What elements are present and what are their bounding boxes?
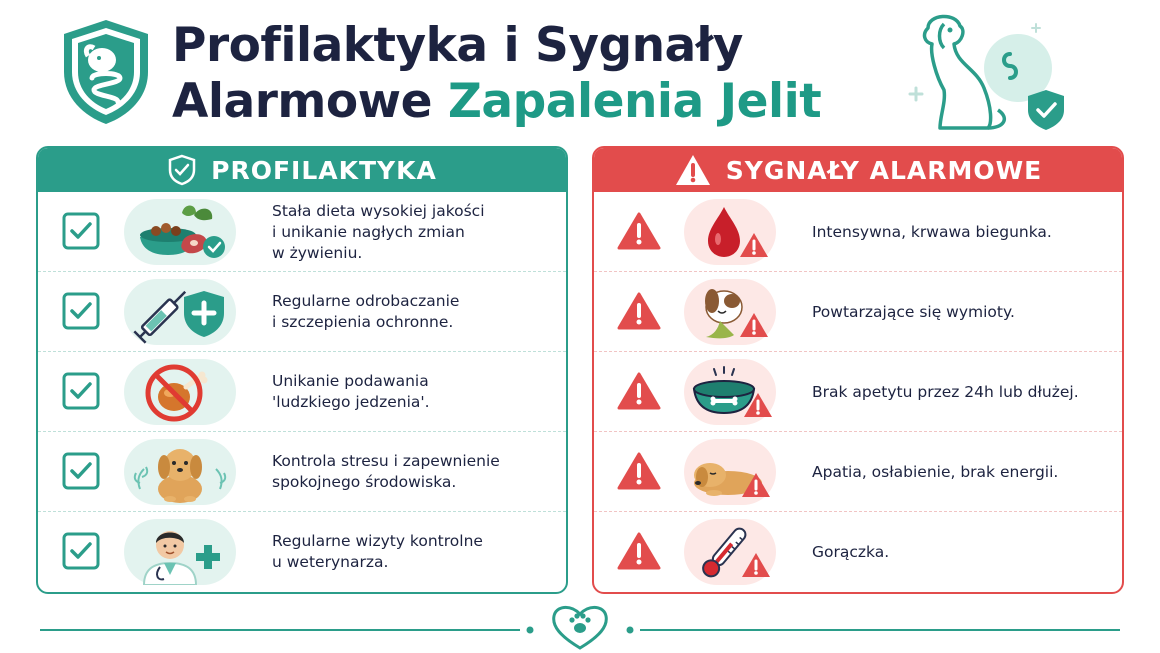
alarm-item	[594, 352, 1122, 432]
prevention-item-text: Regularne wizyty kontrolne u weterynarza.	[272, 532, 483, 571]
footer-divider	[0, 600, 1160, 653]
alarm-item	[594, 512, 1122, 592]
prevention-panel	[36, 146, 568, 594]
alarm-item-text: Powtarzające się wymioty.	[812, 302, 1015, 321]
title-line-2	[172, 74, 872, 130]
warning-icon	[616, 211, 662, 251]
warning-icon	[616, 371, 662, 411]
veterinarian-icon	[124, 519, 236, 585]
warning-icon	[674, 153, 712, 187]
shield-dog-intestine-icon	[58, 16, 154, 128]
warning-icon	[616, 291, 662, 331]
alarm-item	[594, 432, 1122, 512]
food-bowl-icon	[124, 199, 236, 265]
prevention-heading: PROFILAKTYKA	[211, 155, 437, 185]
page-title	[172, 18, 872, 130]
empty-bowl-icon	[684, 359, 776, 425]
prevention-item-text: Kontrola stresu i zapewnienie spokojnego środowiska.	[272, 452, 500, 491]
warning-icon	[616, 531, 662, 571]
blood-drop-icon	[684, 199, 776, 265]
title-accent: Zapalenia Jelit	[447, 74, 822, 129]
warning-icon	[616, 451, 662, 491]
alarms-heading: SYGNAŁY ALARMOWE	[725, 155, 1043, 185]
alarms-list	[594, 192, 1122, 592]
heart-paw-icon	[554, 607, 607, 648]
header	[0, 0, 1160, 140]
alarms-header	[594, 148, 1122, 192]
alarm-item-text: Gorączka.	[812, 542, 890, 561]
alarm-item-text: Apatia, osłabienie, brak energii.	[812, 462, 1059, 481]
thermometer-icon	[684, 519, 776, 585]
calm-dog-icon	[124, 439, 236, 505]
checkbox-checked-icon	[62, 212, 100, 250]
vomiting-dog-icon	[684, 279, 776, 345]
prevention-list	[38, 192, 566, 592]
prevention-item	[38, 272, 566, 352]
prevention-item-text: Stała dieta wysokiej jakości i unikanie nagłych zmian w żywieniu.	[272, 201, 485, 262]
title-line-2-part1: Alarmowe	[172, 74, 448, 129]
prevention-item	[38, 192, 566, 272]
prevention-item-text: Unikanie podawania 'ludzkiego jedzenia'.	[272, 372, 430, 411]
prevention-item	[38, 512, 566, 592]
alarm-item	[594, 192, 1122, 272]
alarm-item	[594, 272, 1122, 352]
prevention-item	[38, 352, 566, 432]
prevention-item	[38, 432, 566, 512]
sitting-dog-shield-icon	[900, 6, 1080, 134]
shield-check-icon	[167, 154, 197, 186]
prevention-header	[38, 148, 566, 192]
title-line-1: Profilaktyka i Sygnały	[172, 18, 743, 73]
checkbox-checked-icon	[62, 292, 100, 330]
no-human-food-icon	[124, 359, 236, 425]
checkbox-checked-icon	[62, 532, 100, 570]
alarm-item-text: Brak apetytu przez 24h lub dłużej.	[812, 382, 1079, 401]
lethargic-dog-icon	[684, 439, 776, 505]
prevention-item-text: Regularne odrobaczanie i szczepienia ochronne.	[272, 292, 460, 331]
alarm-item-text: Intensywna, krwawa biegunka.	[812, 222, 1052, 241]
alarms-panel	[592, 146, 1124, 594]
checkbox-checked-icon	[62, 372, 100, 410]
syringe-shield-icon	[124, 279, 236, 345]
checkbox-checked-icon	[62, 452, 100, 490]
